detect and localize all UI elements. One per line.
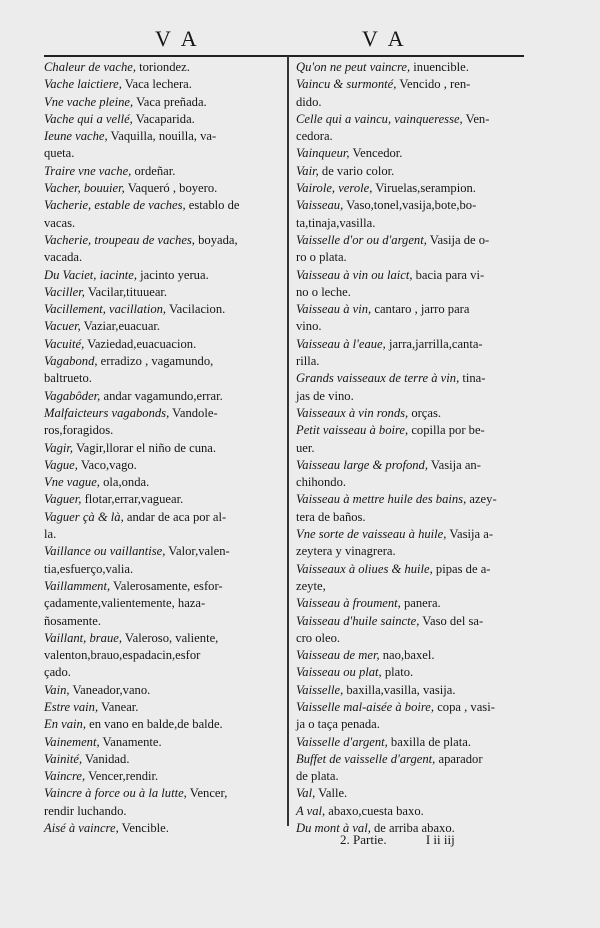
entry-headword: Vacherie, estable de vaches, — [44, 198, 186, 213]
entry-translation: Vencido , ren- — [396, 77, 471, 92]
entry-translation: Vasija an- — [428, 457, 481, 472]
dictionary-entry — [44, 180, 289, 197]
entry-translation: Viruelas,serampion. — [372, 181, 476, 196]
entry-translation: Vanamente. — [99, 734, 162, 749]
entry-headword: En vain, — [44, 717, 86, 732]
entry-translation: Valerosamente, esfor- — [110, 578, 223, 593]
header-right: V A — [362, 26, 407, 51]
dictionary-entry — [44, 491, 289, 508]
page-footer — [340, 832, 455, 848]
dictionary-entry — [44, 457, 289, 474]
entry-headword: A val, — [296, 803, 326, 818]
dictionary-entry — [44, 699, 289, 716]
entry-headword: Ieune vache, — [44, 129, 108, 144]
entry-headword: Vaisseau large & profond, — [296, 457, 428, 472]
entry-headword: Vainité, — [44, 751, 83, 766]
entry-translation: Vagir,llorar el niño de cuna. — [73, 440, 217, 455]
dictionary-entry — [296, 111, 528, 146]
entry-translation: Vencible. — [118, 821, 169, 836]
dictionary-entry — [44, 353, 289, 388]
entry-headword: Vainement, — [44, 734, 100, 749]
entry-translation: Vencedor. — [349, 146, 403, 161]
entry-headword: Vaisseau à l'eaue, — [296, 336, 386, 351]
entry-headword: Vaisseaux à oliues & huile, — [296, 561, 433, 576]
entry-translation: Valle. — [315, 786, 348, 801]
entry-translation: Vencer, — [186, 786, 228, 801]
entry-headword: Vaillamment, — [44, 578, 111, 593]
entry-headword: Qu'on ne peut vaincre, — [296, 60, 411, 74]
entry-translation: nao,baxel. — [379, 648, 435, 663]
entry-headword: Vne vague, — [44, 475, 100, 490]
entry-translation: baxilla,vasilla, vasija. — [343, 682, 456, 697]
entry-headword: Aisé à vaincre, — [44, 821, 119, 836]
entry-continuation: cedora. — [296, 129, 333, 144]
dictionary-entry — [44, 59, 289, 76]
entry-continuation: vacada. — [44, 250, 83, 265]
dictionary-entry — [44, 336, 289, 353]
entry-translation: Vacilar,tituuear. — [84, 284, 168, 299]
dictionary-entry — [44, 716, 289, 733]
entry-translation: inuencible. — [410, 60, 469, 74]
entry-translation: aparador — [435, 751, 483, 766]
entry-translation: Vaqueró , boyero. — [124, 181, 218, 196]
entry-continuation: çadamente,valientemente, haza- ñosamente. — [44, 596, 206, 628]
entry-translation: Vaca lechera. — [121, 77, 192, 92]
entry-continuation: uer. — [296, 440, 315, 455]
entry-translation: Vaco,vago. — [77, 457, 137, 472]
left-column — [44, 59, 289, 837]
entry-headword: Vaisseau d'huile saincte, — [296, 613, 420, 628]
entry-headword: Vainqueur, — [296, 146, 350, 161]
entry-translation: de arriba abaxo. — [370, 821, 455, 836]
entry-headword: Vairole, verole, — [296, 181, 373, 196]
dictionary-entry — [296, 647, 528, 664]
dictionary-entry — [296, 682, 528, 699]
entry-translation: panera. — [400, 596, 441, 611]
entry-headword: Vaisseau, — [296, 198, 344, 213]
entry-translation: ordeñar. — [131, 163, 176, 178]
entry-translation: Valeroso, valiente, — [122, 630, 219, 645]
entry-translation: copilla por be- — [408, 423, 485, 438]
entry-continuation: zeyte, — [296, 578, 326, 593]
dictionary-entry — [296, 526, 528, 561]
entry-translation: andar de aca por al- — [123, 509, 227, 524]
dictionary-entry — [296, 59, 528, 76]
dictionary-entry — [44, 682, 289, 699]
entry-continuation: rilla. — [296, 354, 320, 369]
dictionary-entry — [296, 457, 528, 492]
entry-continuation: de plata. — [296, 769, 339, 784]
entry-translation: cantaro , jarro para — [371, 302, 470, 317]
entry-translation: Vaquilla, nouilla, va- — [107, 129, 217, 144]
entry-headword: Vagabôder, — [44, 388, 101, 403]
entry-translation: bacia para vi- — [412, 267, 485, 282]
entry-continuation: dido. — [296, 94, 322, 109]
dictionary-entry — [44, 630, 289, 682]
entry-headword: Vaincre, — [44, 769, 86, 784]
entry-headword: Vaisselle d'argent, — [296, 734, 388, 749]
dictionary-entry — [44, 474, 289, 491]
entry-headword: Vaillant, braue, — [44, 630, 123, 645]
entry-headword: Vacuité, — [44, 336, 85, 351]
dictionary-entry — [296, 664, 528, 681]
entry-continuation: vino. — [296, 319, 322, 334]
entry-translation: Vaca preñada. — [133, 94, 207, 109]
dictionary-entry — [44, 440, 289, 457]
entry-translation: pipas de a- — [432, 561, 491, 576]
dictionary-entry — [44, 820, 289, 837]
dictionary-entry — [44, 128, 289, 163]
entry-headword: Vaciller, — [44, 284, 85, 299]
dictionary-entry — [296, 180, 528, 197]
dictionary-entry — [296, 163, 528, 180]
entry-headword: Celle qui a vaincu, vainqueresse, — [296, 111, 463, 126]
entry-headword: Vain, — [44, 682, 70, 697]
entry-continuation: ros,foragidos. — [44, 423, 114, 438]
dictionary-entry — [296, 197, 528, 232]
running-header — [0, 26, 600, 52]
dictionary-entry — [296, 491, 528, 526]
entry-headword: Vagir, — [44, 440, 74, 455]
entry-translation: Vanidad. — [82, 751, 130, 766]
entry-headword: Chaleur de vache, — [44, 60, 136, 74]
entry-continuation: no o leche. — [296, 284, 351, 299]
entry-translation: en vano en balde,de balde. — [85, 717, 223, 732]
entry-translation: Vacilacion. — [166, 302, 226, 317]
dictionary-entry — [44, 405, 289, 440]
entry-continuation: tera de baños. — [296, 509, 366, 524]
dictionary-entry — [296, 734, 528, 751]
dictionary-entry — [44, 543, 289, 578]
dictionary-entry — [44, 94, 289, 111]
entry-headword: Vaisseau à froument, — [296, 596, 401, 611]
entry-continuation: queta. — [44, 146, 75, 161]
entry-translation: baxilla de plata. — [387, 734, 472, 749]
dictionary-entry — [44, 578, 289, 630]
entry-translation: ola,onda. — [99, 475, 150, 490]
entry-translation: Vasija a- — [446, 527, 494, 542]
entry-headword: Vagabond, — [44, 354, 98, 369]
entry-translation: plato. — [381, 665, 414, 680]
dictionary-entry — [44, 284, 289, 301]
signature-mark: I ii iij — [425, 832, 455, 847]
entry-translation: jarra,jarrilla,canta- — [385, 336, 483, 351]
dictionary-entry — [296, 803, 528, 820]
header-rule — [44, 55, 524, 57]
entry-translation: Vandole- — [169, 405, 218, 420]
entry-translation: abaxo,cuesta baxo. — [325, 803, 424, 818]
dictionary-entry — [296, 785, 528, 802]
entry-headword: Vaisseau à mettre huile des bains, — [296, 492, 467, 507]
entry-headword: Buffet de vaisselle d'argent, — [296, 751, 436, 766]
dictionary-entry — [44, 197, 289, 232]
dictionary-entry — [296, 699, 528, 734]
entry-continuation: valenton,brauo,espadacin,esfor çado. — [44, 648, 201, 680]
entry-translation: Vasija de o- — [426, 232, 490, 247]
dictionary-entry — [296, 232, 528, 267]
entry-headword: Vague, — [44, 457, 78, 472]
entry-headword: Vne sorte de vaisseau à huile, — [296, 527, 447, 542]
entry-translation: Vencer,rendir. — [85, 769, 159, 784]
dictionary-entry — [44, 267, 289, 284]
entry-headword: Vaisselle d'or ou d'argent, — [296, 232, 427, 247]
entry-continuation: la. — [44, 527, 57, 542]
entry-headword: Petit vaisseau à boire, — [296, 423, 409, 438]
dictionary-entry — [296, 422, 528, 457]
dictionary-entry — [44, 751, 289, 768]
entry-headword: Vacher, bouuier, — [44, 181, 125, 196]
entry-headword: Vaisseau ou plat, — [296, 665, 382, 680]
entry-headword: Val, — [296, 786, 316, 801]
entry-translation: Ven- — [462, 111, 490, 126]
entry-headword: Vacherie, troupeau de vaches, — [44, 232, 195, 247]
entry-translation: Valor,valen- — [165, 544, 230, 559]
entry-headword: Vaisselle mal-aisée à boire, — [296, 699, 435, 714]
entry-headword: Vaguer, — [44, 492, 82, 507]
dictionary-entry — [44, 163, 289, 180]
dictionary-entry — [296, 336, 528, 371]
dictionary-entry — [296, 595, 528, 612]
entry-translation: establo de — [185, 198, 240, 213]
entry-translation: Vacaparida. — [132, 111, 195, 126]
entry-continuation: ta,tinaja,vasilla. — [296, 215, 376, 230]
entry-headword: Vne vache pleine, — [44, 94, 134, 109]
entry-continuation: ja o taça penada. — [296, 717, 380, 732]
entry-translation: erradizo , vagamundo, — [97, 354, 214, 369]
entry-headword: Vache laictiere, — [44, 77, 122, 92]
dictionary-entry — [296, 267, 528, 302]
dictionary-entry — [296, 405, 528, 422]
dictionary-entry — [296, 370, 528, 405]
entry-headword: Grands vaisseaux de terre à vin, — [296, 371, 460, 386]
entry-translation: andar vagamundo,errar. — [100, 388, 223, 403]
part-label: 2. Partie. — [340, 832, 387, 847]
entry-continuation: cro oleo. — [296, 630, 341, 645]
dictionary-entry — [296, 613, 528, 648]
entry-continuation: tia,esfuerço,valia. — [44, 561, 134, 576]
dictionary-entry — [44, 301, 289, 318]
dictionary-entry — [296, 145, 528, 162]
entry-translation: Vaziedad,euacuacion. — [84, 336, 197, 351]
dictionary-entry — [44, 509, 289, 544]
entry-translation: Vaso del sa- — [419, 613, 484, 628]
entry-translation: azey- — [466, 492, 497, 507]
entry-headword: Vaguer çà & là, — [44, 509, 124, 524]
dictionary-entry — [44, 785, 289, 820]
dictionary-entry — [44, 232, 289, 267]
entry-headword: Vaillance ou vaillantise, — [44, 544, 166, 559]
right-column — [296, 59, 528, 837]
dictionary-entry — [44, 76, 289, 93]
entry-translation: Vaziar,euacuar. — [80, 319, 161, 334]
entry-headword: Vacillement, vacillation, — [44, 302, 167, 317]
entry-headword: Vacuer, — [44, 319, 81, 334]
entry-headword: Vaisseau à vin, — [296, 302, 372, 317]
dictionary-entry — [296, 751, 528, 786]
entry-continuation: vacas. — [44, 215, 76, 230]
entry-translation: Vaso,tonel,vasija,bote,bo- — [343, 198, 477, 213]
dictionary-entry — [44, 111, 289, 128]
entry-headword: Vaisseau de mer, — [296, 648, 380, 663]
entry-headword: Du mont à val, — [296, 821, 371, 836]
entry-headword: Du Vaciet, iacinte, — [44, 267, 138, 282]
entry-headword: Estre vain, — [44, 699, 99, 714]
entry-continuation: rendir luchando. — [44, 803, 127, 818]
entry-headword: Vaisseaux à vin ronds, — [296, 405, 409, 420]
entry-continuation: chihondo. — [296, 475, 347, 490]
header-left: V A — [155, 26, 200, 51]
entry-translation: orças. — [408, 405, 442, 420]
entry-headword: Traire vne vache, — [44, 163, 132, 178]
entry-translation: flotar,errar,vaguear. — [81, 492, 184, 507]
entry-translation: Vanear. — [98, 699, 139, 714]
entry-translation: copa , vasi- — [434, 699, 495, 714]
entry-continuation: jas de vino. — [296, 388, 354, 403]
entry-translation: Vaneador,vano. — [69, 682, 151, 697]
entry-headword: Vaincre à force ou à la lutte, — [44, 786, 187, 801]
entry-continuation: ro o plata. — [296, 250, 347, 265]
dictionary-entry — [296, 76, 528, 111]
dictionary-entry — [296, 301, 528, 336]
entry-translation: toriondez. — [135, 60, 190, 74]
entry-translation: tina- — [459, 371, 486, 386]
dictionary-entry — [44, 768, 289, 785]
dictionary-entry — [44, 318, 289, 335]
entry-headword: Vaincu & surmonté, — [296, 77, 397, 92]
entry-headword: Vair, — [296, 163, 319, 178]
entry-translation: boyada, — [194, 232, 238, 247]
entry-headword: Malfaicteurs vagabonds, — [44, 405, 170, 420]
entry-headword: Vache qui a vellé, — [44, 111, 133, 126]
entry-continuation: baltrueto. — [44, 371, 92, 386]
entry-continuation: zeytera y vinagrera. — [296, 544, 396, 559]
dictionary-entry — [44, 734, 289, 751]
dictionary-entry — [296, 561, 528, 596]
entry-translation: de vario color. — [318, 163, 395, 178]
entry-headword: Vaisseau à vin ou laict, — [296, 267, 413, 282]
entry-translation: jacinto yerua. — [137, 267, 209, 282]
entry-headword: Vaisselle, — [296, 682, 344, 697]
dictionary-entry — [44, 388, 289, 405]
